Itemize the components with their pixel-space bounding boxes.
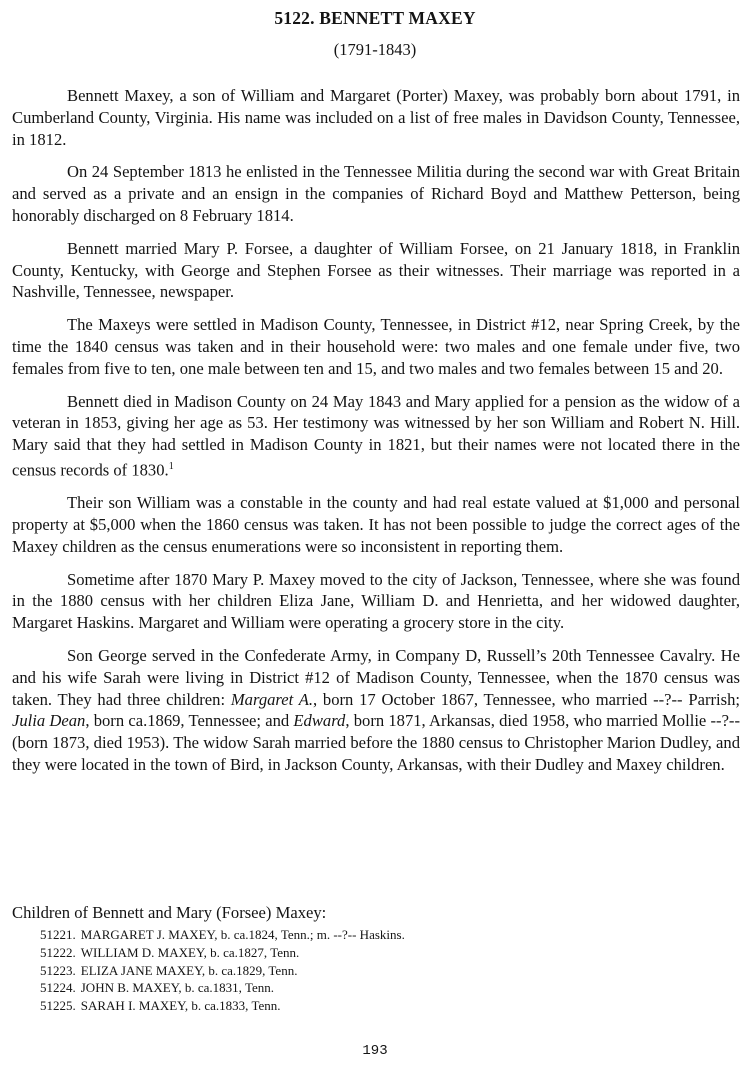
paragraph-text: Sometime after 1870 Mary P. Maxey moved to the city of Jackson, Tennessee, where she was found in the 1880 census with her children Eliza Jane, William D. and Henrietta, and her widowed daughter, Margaret Haskins. Margaret and William were operating a grocery store in the city. (12, 569, 740, 633)
paragraph-text: Son George served in the Confederate Army, in Company D, Russell’s 20th Tennessee Cavalry. He and his wife Sarah were living in District #12 of Madison County, Tennessee, when the 1870 census was taken. They had three children: (12, 646, 740, 709)
page-title: 5122. BENNETT MAXEY (274, 8, 476, 28)
paragraph-text: Bennett Maxey, a son of William and Margaret (Porter) Maxey, was probably born about 1791, in Cumberland County, Virginia. His name was included on a list of free males in Davidson County, Tennessee, in 1812. (12, 86, 740, 149)
footnote-ref: 1 (168, 460, 174, 472)
body-text (12, 85, 740, 787)
child-number: 51225. (40, 998, 76, 1014)
body-paragraph (12, 85, 740, 150)
child-number: 51224. (40, 980, 76, 996)
child-entry: SARAH I. MAXEY, b. ca.1833, Tenn. (80, 998, 281, 1014)
paragraph-text: , born 17 October 1867, Tennessee, who married --?-- Parrish; (313, 689, 740, 709)
paragraph-text: The Maxeys were settled in Madison County, Tennessee, in District #12, near Spring Creek, by the time the 1840 census was taken and in their household were: two males and one female under five, two females from five to ten, one male between ten and 15, and two males and two females between 15 and 20. (12, 315, 740, 378)
children-list (12, 926, 740, 1015)
paragraph-text: , born ca.1869, Tennessee; and (85, 711, 294, 731)
paragraph-text: Bennett married Mary P. Forsee, a daughter of William Forsee, on 21 January 1818, in Franklin County, Kentucky, with George and Stephen Forsee as their witnesses. Their marriage was reported in a Nashville, Tennessee, newspaper. (12, 238, 740, 302)
list-item (40, 944, 740, 962)
paragraph-text: Bennett died in Madison County on 24 May 1843 and Mary applied for a pension as the widow of a veteran in 1853, giving her age as 53. Her testimony was witnessed by her son William and Robert N. Hill. Mary said that they had settled in Madison County in 1821, but their names were not located there in the census records of 1830. (12, 391, 740, 480)
body-paragraph (12, 492, 740, 557)
child-entry: JOHN B. MAXEY, b. ca.1831, Tenn. (80, 980, 274, 996)
child-name-italic: Julia Dean (12, 711, 86, 731)
page-number: 193 (362, 1043, 388, 1059)
list-item (40, 997, 740, 1015)
child-number: 51223. (40, 962, 76, 978)
body-paragraph (12, 569, 740, 634)
child-name-italic: Margaret A. (230, 689, 313, 709)
body-paragraph (12, 645, 740, 776)
paragraph-text: On 24 September 1813 he enlisted in the Tennessee Militia during the second war with Great Britain and served as a private and an ensign in the companies of Richard Boyd and Matthew Petterson, being honorably discharged on 8 February 1814. (12, 162, 740, 225)
list-item (40, 926, 740, 944)
child-name-italic: Edward (293, 711, 346, 731)
children-heading: Children of Bennett and Mary (Forsee) Maxey: (12, 903, 327, 922)
children-section (12, 902, 740, 1015)
life-dates: (1791-1843) (333, 40, 417, 59)
paragraph-text: Their son William was a constable in the county and had real estate valued at $1,000 and personal property at $5,000 when the 1860 census was taken. It has not been possible to judge the correct ages of the Maxey children as the census enumerations were so inconsistent in reporting them. (12, 493, 740, 556)
child-entry: WILLIAM D. MAXEY, b. ca.1827, Tenn. (80, 944, 300, 960)
child-number: 51222. (40, 944, 76, 960)
paragraph-text: , born 1871, Arkansas, died 1958, who married Mollie --?-- (born 1873, died 1953). The widow Sarah married before the 1880 census to Christopher Marion Dudley, and they were located in the town of Bird, in Jackson County, Arkansas, with their Dudley and Maxey children. (12, 711, 740, 775)
child-entry: ELIZA JANE MAXEY, b. ca.1829, Tenn. (80, 962, 298, 978)
body-paragraph (12, 161, 740, 226)
child-entry: MARGARET J. MAXEY, b. ca.1824, Tenn.; m. --?-- Haskins. (80, 927, 405, 942)
body-paragraph (12, 314, 740, 379)
list-item (40, 962, 740, 980)
child-number: 51221. (40, 927, 76, 942)
list-item (40, 979, 740, 997)
body-paragraph (12, 391, 740, 482)
body-paragraph (12, 238, 740, 303)
